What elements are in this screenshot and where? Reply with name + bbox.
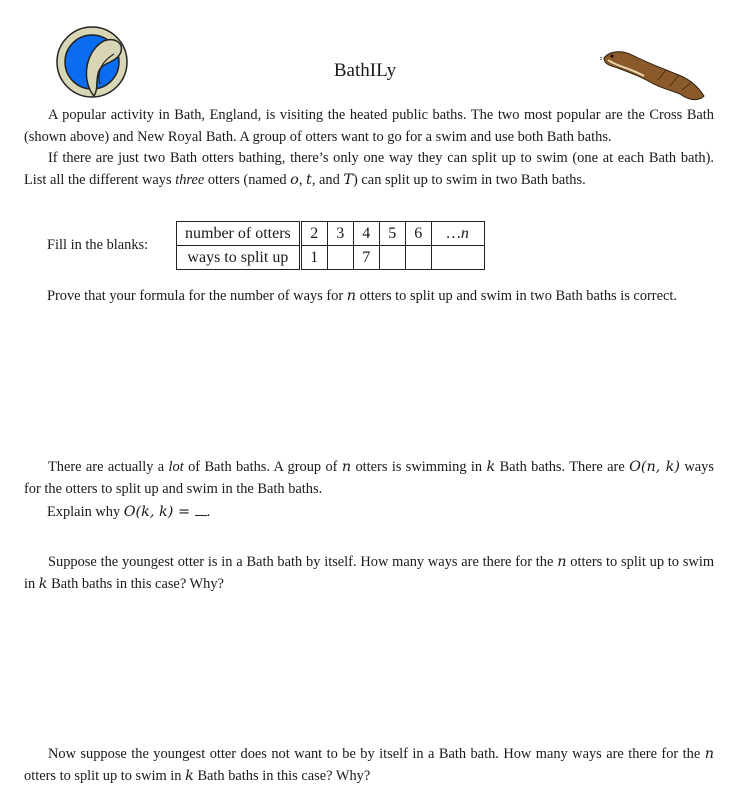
blank-cell[interactable] (379, 246, 405, 270)
func-O: O(n, k) (629, 459, 681, 475)
table-cell: 5 (379, 222, 405, 246)
var-n: n (557, 554, 567, 570)
answer-blank[interactable] (195, 501, 207, 516)
otter-t: t (306, 171, 312, 188)
var-n: n (704, 746, 714, 762)
lot-text-line2: ways for the otters to split up and swim in the Bath baths. (24, 459, 714, 497)
y2-text-b: the (682, 746, 705, 762)
var-n: n (341, 459, 352, 475)
y2-text-a: Now suppose the youngest otter does not want to be by itself in a Bath bath. How many ways are there for (48, 746, 679, 762)
intro-paragraph (24, 105, 714, 148)
question-three: three (175, 171, 205, 188)
table-cell: …n (431, 222, 484, 246)
otter-icon (600, 46, 708, 106)
prove-text-b: otters to split up and swim in two Bath baths is correct. (356, 288, 677, 304)
lot-emph: lot (168, 459, 184, 475)
lot-text-d: Bath baths. There are (495, 459, 630, 475)
table-cell: 3 (327, 222, 353, 246)
table-cell[interactable]: 7 (353, 246, 379, 270)
lot-paragraph (24, 457, 714, 500)
question-text-c: otters (named (204, 171, 291, 188)
y1-text-c: swim in (24, 554, 715, 592)
otter-table (176, 221, 485, 270)
question-and: , and (311, 171, 344, 188)
table-cell: 6 (405, 222, 431, 246)
explain-math: O(k, k) = (123, 504, 195, 520)
page-title: BathILy (333, 60, 397, 81)
table-cell: 4 (353, 222, 379, 246)
y2-text-c: otters to split up to swim in (24, 767, 186, 784)
prove-paragraph (47, 286, 727, 308)
lot-text-a: There are actually a (48, 459, 169, 475)
var-k: k (185, 767, 194, 784)
row-label-number: number of otters (177, 222, 301, 246)
table-cell[interactable]: 1 (300, 246, 327, 270)
fill-label: Fill in the blanks: (47, 237, 149, 253)
youngest-not-alone-paragraph (24, 744, 714, 787)
row-label-ways: ways to split up (177, 246, 301, 270)
otter-o: o (290, 171, 299, 188)
intro-line-1: A popular activity in Bath, England, is visiting the heated public baths. The two most popular are the Cross (48, 107, 683, 123)
table-row (177, 246, 485, 270)
var-k: k (38, 575, 48, 592)
table-cell: 2 (300, 222, 327, 246)
intro-line-2: Bath (shown above) and New Royal Bath. A group of otters want to go for a swim and use both Bath baths. (24, 107, 714, 145)
var-k: k (486, 459, 496, 475)
var-n: n (346, 288, 357, 304)
question-paragraph (24, 148, 714, 191)
explain-text: Explain why (47, 504, 124, 520)
blank-cell[interactable] (405, 246, 431, 270)
youngest-alone-paragraph (24, 552, 714, 595)
prove-text-a: Prove that your formula for the number of ways for (47, 288, 347, 304)
lot-text-c: otters is swimming in (351, 459, 487, 475)
question-text-b: bath). List all the different ways (24, 150, 714, 188)
blank-cell[interactable] (431, 246, 484, 270)
question-comma: , (298, 171, 307, 188)
y1-text-b: otters to split up to (566, 554, 680, 570)
y1-text-d: Bath baths in this case? Why? (47, 575, 224, 592)
explain-end: . (206, 504, 211, 520)
lot-text-b: of Bath baths. A group of (183, 459, 342, 475)
explain-line (47, 501, 210, 524)
question-text-d: ) can split up to swim in two Bath baths. (353, 171, 586, 188)
blank-cell[interactable] (327, 246, 353, 270)
otter-T: T (343, 171, 354, 188)
circle-logo-icon (54, 24, 132, 100)
y2-text-d: Bath baths in this case? Why? (193, 767, 371, 784)
table-row (177, 222, 485, 246)
y1-text-a: Suppose the youngest otter is in a Bath bath by itself. How many ways are there for the (48, 554, 558, 570)
question-text-a: If there are just two Bath otters bathing, there’s only one way they can split up to swim (one at each Bath (48, 150, 677, 166)
